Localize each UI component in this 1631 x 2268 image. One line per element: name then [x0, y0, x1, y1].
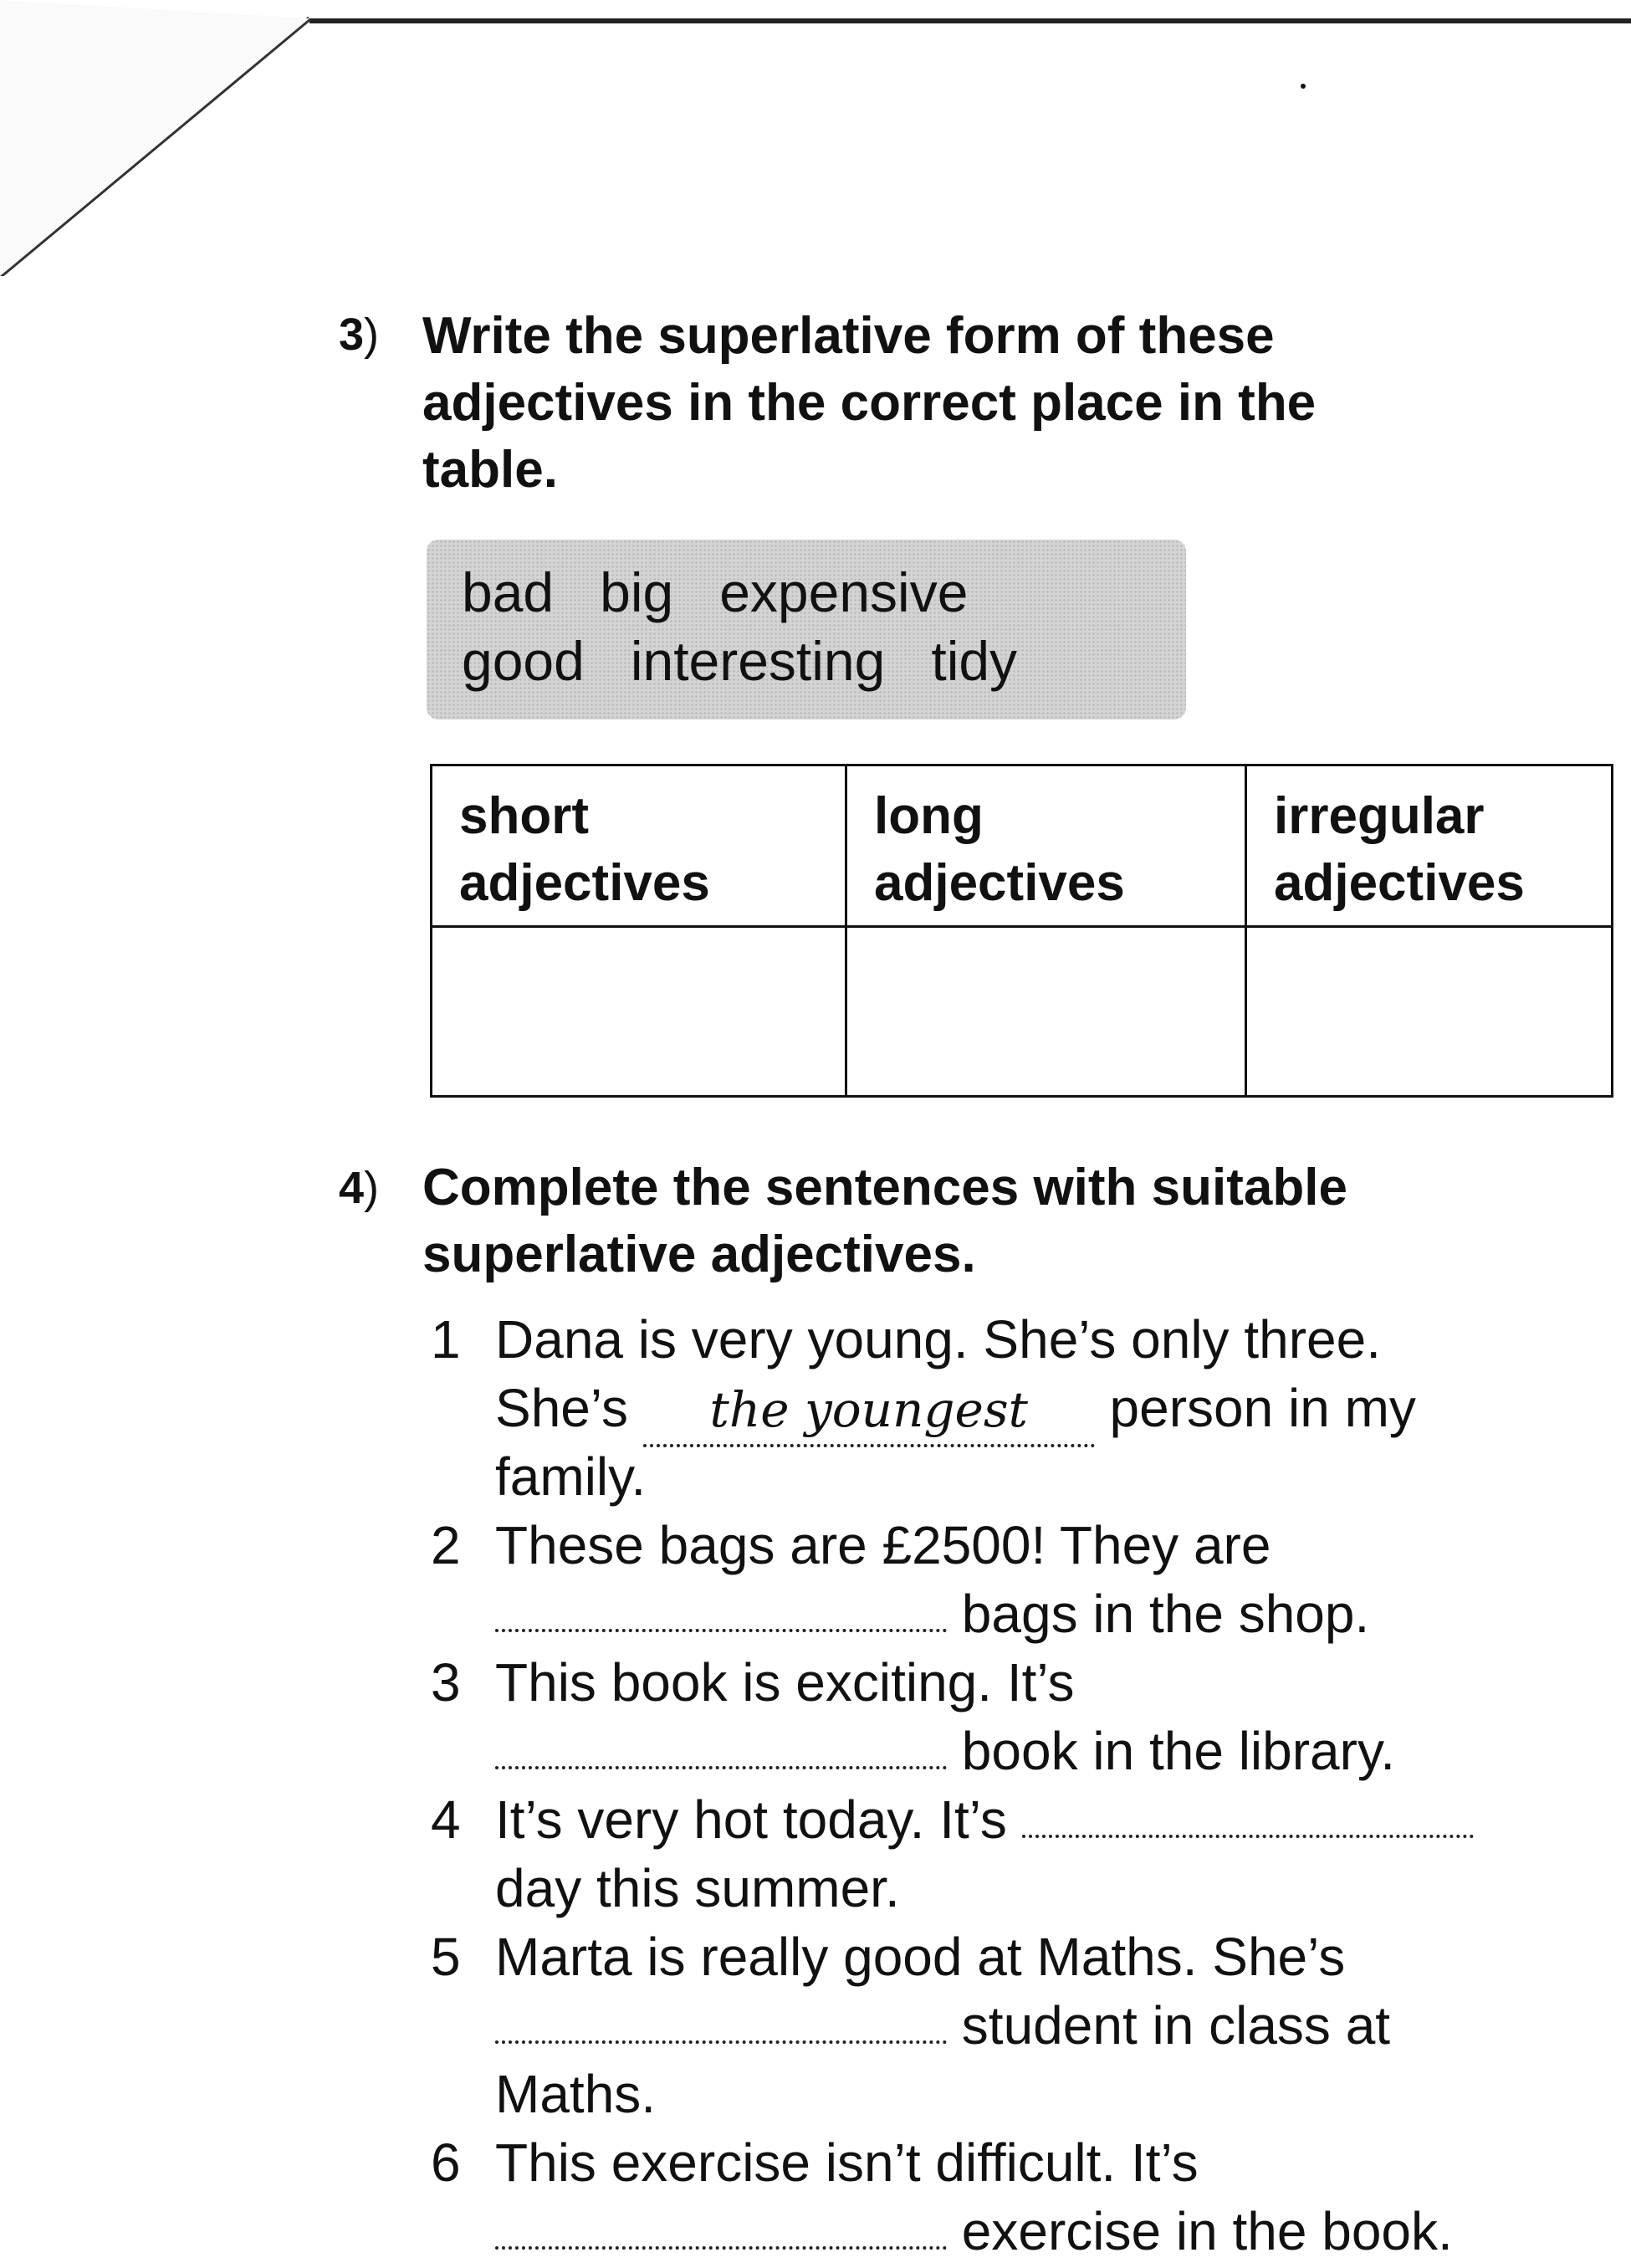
- page-edge: [309, 18, 1631, 23]
- word-box: [427, 540, 1186, 719]
- sentence-text: This book is exciting. It’s: [495, 1652, 1075, 1713]
- sentence-line: [495, 1717, 1395, 1785]
- column-header-long: [846, 765, 1246, 927]
- adjectives-table: [430, 764, 1613, 1098]
- answer-cell-long[interactable]: [846, 927, 1246, 1097]
- answer-cell-irregular[interactable]: [1246, 927, 1613, 1097]
- exercise-4-heading: [422, 1154, 1510, 1288]
- sentence-number: 2: [431, 1515, 461, 1575]
- sentence-number: 3: [431, 1652, 461, 1713]
- answer-blank[interactable]: [1022, 1826, 1474, 1838]
- heading-line: superlative adjectives.: [422, 1226, 976, 1283]
- scan-speck: [1301, 84, 1306, 89]
- word-list-line: bad big expensive: [462, 561, 969, 623]
- sentence-number: 5: [431, 1927, 461, 1987]
- heading-line: adjectives in the correct place in the: [422, 374, 1317, 432]
- sentence-line: [495, 2197, 1453, 2265]
- sentence-text: Marta is really good at Maths. She’s: [495, 1927, 1346, 1987]
- sentence-text: exercise in the book.: [961, 2201, 1453, 2261]
- sentence-line: [495, 1579, 1369, 1648]
- exercise-4-number: 4): [339, 1163, 380, 1213]
- sentence-line: [495, 1991, 1390, 2060]
- answer-blank[interactable]: [495, 2238, 947, 2250]
- header-text: adjectives: [874, 854, 1125, 912]
- exercise-3-number: 3): [339, 310, 380, 360]
- answer-blank[interactable]: the youngest: [643, 1375, 1095, 1447]
- answer-blank[interactable]: [495, 1758, 947, 1769]
- sentence-text: bags in the shop.: [961, 1584, 1370, 1644]
- column-header-short: [432, 765, 846, 927]
- sentence-text: These bags are £2500! They are: [495, 1515, 1271, 1575]
- sentence-text: This exercise isn’t difficult. It’s: [495, 2132, 1199, 2193]
- sentence-number: 6: [431, 2132, 461, 2193]
- sentence-text: family.: [495, 1446, 647, 1507]
- heading-line: table.: [422, 441, 558, 499]
- sentence-text: She’s: [495, 1378, 628, 1438]
- sentence-line: [495, 1785, 1474, 1854]
- sentence-text: student in class at: [961, 1995, 1391, 2056]
- sentence-number: 4: [431, 1789, 461, 1850]
- answer-cell-short[interactable]: [432, 927, 846, 1097]
- answer-blank[interactable]: [495, 2032, 947, 2044]
- sentence-text: person in my: [1109, 1378, 1416, 1438]
- header-text: adjectives: [459, 854, 710, 912]
- exercise-3-heading: [422, 303, 1510, 504]
- header-text: short: [459, 787, 589, 845]
- folded-corner: [0, 0, 335, 276]
- sentence-number: 1: [431, 1309, 461, 1370]
- sentence-text: Dana is very young. She’s only three.: [495, 1309, 1381, 1370]
- sentence-text: Maths.: [495, 2064, 657, 2124]
- word-list-line: good interesting tidy: [462, 630, 1018, 692]
- heading-line: Complete the sentences with suitable: [422, 1159, 1347, 1216]
- sentence-text: It’s very hot today. It’s: [495, 1789, 1007, 1850]
- header-text: irregular: [1274, 787, 1485, 845]
- header-text: adjectives: [1274, 854, 1525, 912]
- answer-blank[interactable]: [495, 1620, 947, 1632]
- header-text: long: [874, 787, 984, 845]
- column-header-irregular: [1246, 765, 1613, 927]
- sentence-text: day this summer.: [495, 1858, 900, 1918]
- sentence-line: [495, 1374, 1416, 1447]
- heading-line: Write the superlative form of these: [422, 307, 1275, 365]
- sentence-text: book in the library.: [961, 1721, 1395, 1781]
